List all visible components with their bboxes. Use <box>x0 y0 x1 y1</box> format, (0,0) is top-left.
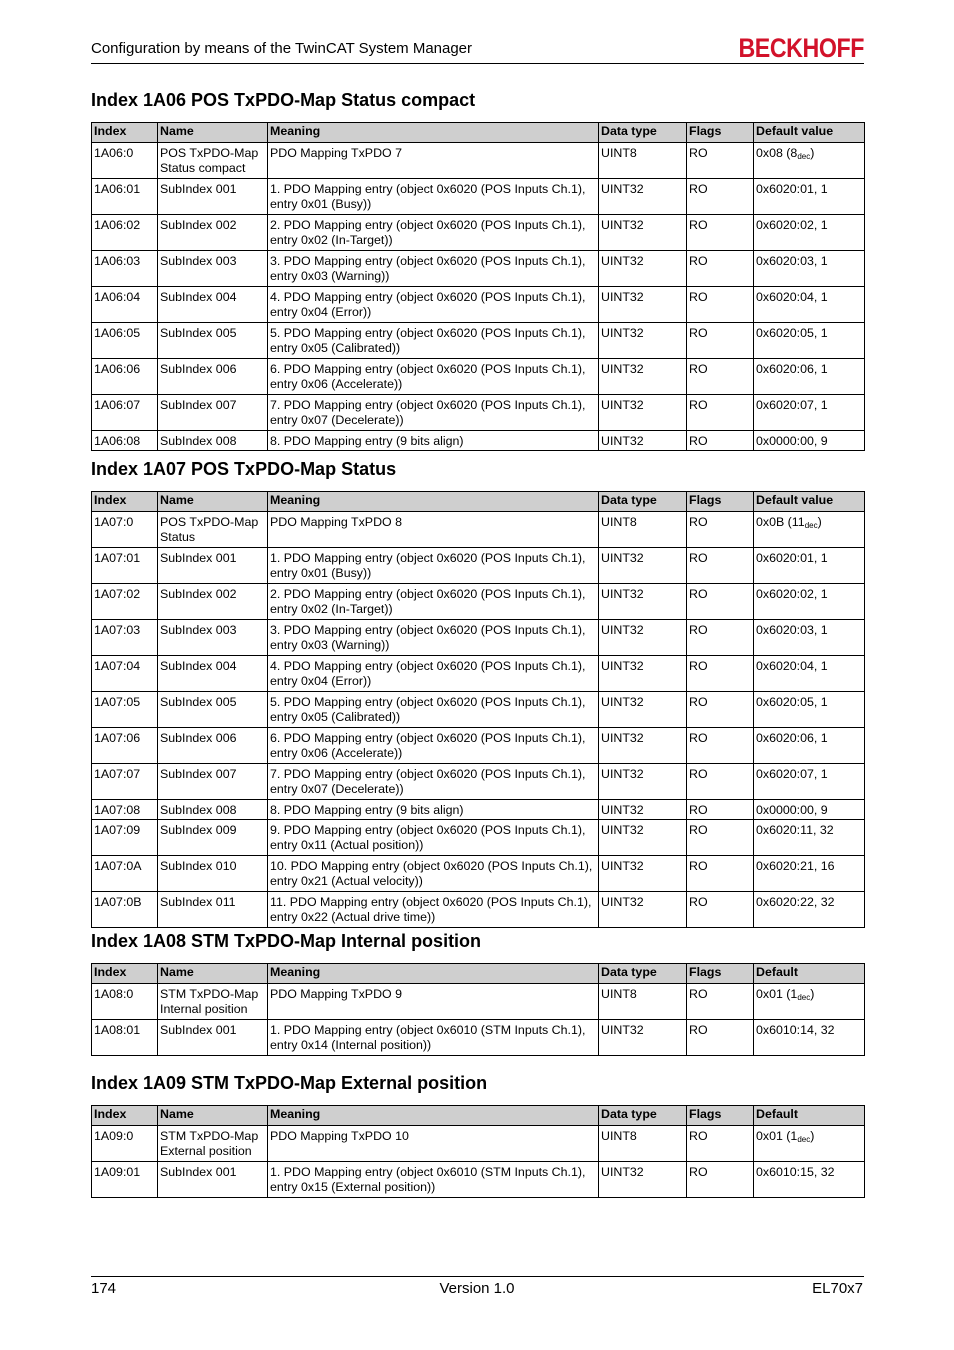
table-row <box>92 984 865 1020</box>
cell-index: 1A06:01 <box>92 179 158 215</box>
cell-index: 1A07:04 <box>92 656 158 692</box>
cell-index: 1A09:01 <box>92 1162 158 1198</box>
cell-flags: RO <box>687 856 754 892</box>
column-header: Index <box>92 492 158 512</box>
cell-meaning: PDO Mapping TxPDO 9 <box>268 984 599 1020</box>
cell-index: 1A07:02 <box>92 584 158 620</box>
table-row <box>92 512 865 548</box>
table-row <box>92 143 865 179</box>
object-table <box>91 1105 865 1198</box>
cell-data-type: UINT32 <box>599 215 687 251</box>
default-value-suffix: ) <box>817 515 822 529</box>
cell-index: 1A06:03 <box>92 251 158 287</box>
cell-default: 0x6020:04, 1 <box>754 656 865 692</box>
cell-index: 1A06:0 <box>92 143 158 179</box>
cell-meaning: 8. PDO Mapping entry (9 bits align) <box>268 800 599 820</box>
cell-default <box>754 143 865 179</box>
cell-data-type: UINT32 <box>599 431 687 451</box>
table-row <box>92 1020 865 1056</box>
cell-meaning: 7. PDO Mapping entry (object 0x6020 (POS Inputs Ch.1), entry 0x07 (Decelerate)) <box>268 395 599 431</box>
cell-data-type: UINT32 <box>599 656 687 692</box>
cell-flags: RO <box>687 359 754 395</box>
table-header-row <box>92 964 865 984</box>
column-header: Flags <box>687 492 754 512</box>
cell-data-type: UINT32 <box>599 548 687 584</box>
cell-data-type: UINT32 <box>599 395 687 431</box>
table-row <box>92 692 865 728</box>
cell-default: 0x6010:14, 32 <box>754 1020 865 1056</box>
default-value-text: 0x01 (1 <box>756 1129 798 1143</box>
cell-default: 0x6020:22, 32 <box>754 892 865 928</box>
table-row <box>92 431 865 451</box>
cell-flags: RO <box>687 548 754 584</box>
cell-index: 1A06:04 <box>92 287 158 323</box>
cell-data-type: UINT32 <box>599 620 687 656</box>
cell-flags: RO <box>687 1126 754 1162</box>
cell-meaning: 1. PDO Mapping entry (object 0x6020 (POS Inputs Ch.1), entry 0x01 (Busy)) <box>268 548 599 584</box>
cell-default: 0x6020:07, 1 <box>754 764 865 800</box>
cell-meaning: 10. PDO Mapping entry (object 0x6020 (POS Inputs Ch.1), entry 0x21 (Actual velocity)) <box>268 856 599 892</box>
cell-data-type: UINT32 <box>599 179 687 215</box>
cell-default: 0x6020:05, 1 <box>754 323 865 359</box>
cell-meaning: 5. PDO Mapping entry (object 0x6020 (POS Inputs Ch.1), entry 0x05 (Calibrated)) <box>268 692 599 728</box>
cell-name: SubIndex 003 <box>158 620 268 656</box>
cell-data-type: UINT32 <box>599 856 687 892</box>
table-row <box>92 620 865 656</box>
column-header: Meaning <box>268 1106 599 1126</box>
cell-default: 0x6020:01, 1 <box>754 179 865 215</box>
cell-default: 0x0000:00, 9 <box>754 431 865 451</box>
cell-data-type: UINT32 <box>599 764 687 800</box>
cell-flags: RO <box>687 143 754 179</box>
table-row <box>92 892 865 928</box>
cell-data-type: UINT32 <box>599 251 687 287</box>
cell-name: SubIndex 008 <box>158 800 268 820</box>
cell-default: 0x6020:11, 32 <box>754 820 865 856</box>
cell-default <box>754 1126 865 1162</box>
cell-name: SubIndex 011 <box>158 892 268 928</box>
cell-default: 0x6020:04, 1 <box>754 287 865 323</box>
cell-default: 0x6020:02, 1 <box>754 215 865 251</box>
cell-name: SubIndex 005 <box>158 692 268 728</box>
cell-meaning: 4. PDO Mapping entry (object 0x6020 (POS Inputs Ch.1), entry 0x04 (Error)) <box>268 287 599 323</box>
cell-name: SubIndex 005 <box>158 323 268 359</box>
column-header: Default value <box>754 123 865 143</box>
cell-index: 1A08:0 <box>92 984 158 1020</box>
column-header: Flags <box>687 1106 754 1126</box>
table-row <box>92 584 865 620</box>
cell-default: 0x6020:06, 1 <box>754 359 865 395</box>
cell-flags: RO <box>687 728 754 764</box>
column-header: Meaning <box>268 964 599 984</box>
column-header: Data type <box>599 492 687 512</box>
default-value-text: 0x01 (1 <box>756 987 798 1001</box>
default-value-suffix: ) <box>810 1129 815 1143</box>
table-row <box>92 359 865 395</box>
cell-flags: RO <box>687 395 754 431</box>
cell-meaning: 2. PDO Mapping entry (object 0x6020 (POS Inputs Ch.1), entry 0x02 (In-Target)) <box>268 215 599 251</box>
cell-index: 1A07:09 <box>92 820 158 856</box>
cell-default: 0x6020:06, 1 <box>754 728 865 764</box>
cell-data-type: UINT32 <box>599 359 687 395</box>
default-value-suffix: ) <box>810 987 815 1001</box>
cell-default: 0x0000:00, 9 <box>754 800 865 820</box>
page-header-title: Configuration by means of the TwinCAT System Manager <box>91 40 473 57</box>
cell-data-type: UINT32 <box>599 892 687 928</box>
cell-index: 1A07:0A <box>92 856 158 892</box>
column-header: Flags <box>687 123 754 143</box>
cell-name: SubIndex 008 <box>158 431 268 451</box>
cell-name: SubIndex 010 <box>158 856 268 892</box>
table-row <box>92 820 865 856</box>
cell-data-type: UINT32 <box>599 584 687 620</box>
cell-index: 1A06:02 <box>92 215 158 251</box>
table-row <box>92 395 865 431</box>
cell-data-type: UINT32 <box>599 1020 687 1056</box>
cell-name: POS TxPDO-Map Status compact <box>158 143 268 179</box>
table-header-row <box>92 492 865 512</box>
cell-name: SubIndex 007 <box>158 764 268 800</box>
cell-index: 1A06:08 <box>92 431 158 451</box>
cell-meaning: 9. PDO Mapping entry (object 0x6020 (POS Inputs Ch.1), entry 0x11 (Actual position)) <box>268 820 599 856</box>
cell-meaning: 2. PDO Mapping entry (object 0x6020 (POS Inputs Ch.1), entry 0x02 (In-Target)) <box>268 584 599 620</box>
cell-data-type: UINT32 <box>599 692 687 728</box>
cell-index: 1A07:05 <box>92 692 158 728</box>
cell-name: SubIndex 001 <box>158 548 268 584</box>
cell-flags: RO <box>687 215 754 251</box>
cell-flags: RO <box>687 656 754 692</box>
cell-index: 1A07:03 <box>92 620 158 656</box>
cell-flags: RO <box>687 584 754 620</box>
column-header: Index <box>92 123 158 143</box>
cell-flags: RO <box>687 179 754 215</box>
cell-index: 1A06:07 <box>92 395 158 431</box>
cell-index: 1A07:0B <box>92 892 158 928</box>
document-version: Version 1.0 <box>439 1280 515 1297</box>
cell-name: SubIndex 006 <box>158 359 268 395</box>
cell-flags: RO <box>687 800 754 820</box>
table-row <box>92 800 865 820</box>
cell-name: SubIndex 001 <box>158 179 268 215</box>
cell-meaning: 7. PDO Mapping entry (object 0x6020 (POS Inputs Ch.1), entry 0x07 (Decelerate)) <box>268 764 599 800</box>
cell-default: 0x6020:01, 1 <box>754 548 865 584</box>
cell-meaning: 6. PDO Mapping entry (object 0x6020 (POS Inputs Ch.1), entry 0x06 (Accelerate)) <box>268 359 599 395</box>
beckhoff-logo: BECKHOFF <box>738 33 864 63</box>
cell-flags: RO <box>687 431 754 451</box>
cell-flags: RO <box>687 764 754 800</box>
cell-default: 0x6020:21, 16 <box>754 856 865 892</box>
table-row <box>92 728 865 764</box>
object-table <box>91 963 865 1056</box>
cell-index: 1A07:07 <box>92 764 158 800</box>
cell-name: POS TxPDO-Map Status <box>158 512 268 548</box>
column-header: Data type <box>599 1106 687 1126</box>
cell-flags: RO <box>687 323 754 359</box>
cell-index: 1A07:06 <box>92 728 158 764</box>
cell-index: 1A07:01 <box>92 548 158 584</box>
footer-rule <box>91 1276 864 1277</box>
cell-flags: RO <box>687 251 754 287</box>
cell-default: 0x6020:07, 1 <box>754 395 865 431</box>
section-heading: Index 1A07 POS TxPDO-Map Status <box>91 459 397 479</box>
cell-default: 0x6020:03, 1 <box>754 251 865 287</box>
cell-index: 1A07:08 <box>92 800 158 820</box>
cell-default <box>754 512 865 548</box>
default-value-base: dec <box>804 521 818 530</box>
default-value-base: dec <box>797 152 811 161</box>
cell-index: 1A06:05 <box>92 323 158 359</box>
default-value-text: 0x0B (11 <box>756 515 805 529</box>
cell-index: 1A09:0 <box>92 1126 158 1162</box>
table-row <box>92 323 865 359</box>
default-value-base: dec <box>797 1135 811 1144</box>
cell-meaning: 11. PDO Mapping entry (object 0x6020 (POS Inputs Ch.1), entry 0x22 (Actual drive time)) <box>268 892 599 928</box>
page-number: 174 <box>91 1280 117 1297</box>
object-table <box>91 491 865 928</box>
section-heading: Index 1A06 POS TxPDO-Map Status compact <box>91 90 476 110</box>
cell-flags: RO <box>687 620 754 656</box>
column-header: Flags <box>687 964 754 984</box>
cell-data-type: UINT32 <box>599 800 687 820</box>
cell-index: 1A06:06 <box>92 359 158 395</box>
table-row <box>92 856 865 892</box>
cell-name: SubIndex 001 <box>158 1162 268 1198</box>
header-rule <box>91 63 864 64</box>
cell-data-type: UINT32 <box>599 287 687 323</box>
column-header: Data type <box>599 123 687 143</box>
cell-name: SubIndex 006 <box>158 728 268 764</box>
default-value-base: dec <box>797 993 811 1002</box>
column-header: Default value <box>754 492 865 512</box>
cell-index: 1A07:0 <box>92 512 158 548</box>
cell-flags: RO <box>687 984 754 1020</box>
column-header: Data type <box>599 964 687 984</box>
cell-meaning: PDO Mapping TxPDO 7 <box>268 143 599 179</box>
column-header: Index <box>92 1106 158 1126</box>
cell-name: SubIndex 001 <box>158 1020 268 1056</box>
column-header: Name <box>158 123 268 143</box>
table-row <box>92 251 865 287</box>
column-header: Default <box>754 964 865 984</box>
table-row <box>92 764 865 800</box>
column-header: Meaning <box>268 492 599 512</box>
cell-name: SubIndex 007 <box>158 395 268 431</box>
default-value-suffix: ) <box>810 146 815 160</box>
cell-meaning: PDO Mapping TxPDO 10 <box>268 1126 599 1162</box>
column-header: Name <box>158 492 268 512</box>
cell-default: 0x6020:03, 1 <box>754 620 865 656</box>
cell-data-type: UINT8 <box>599 512 687 548</box>
table-row <box>92 656 865 692</box>
cell-name: SubIndex 004 <box>158 287 268 323</box>
cell-meaning: 6. PDO Mapping entry (object 0x6020 (POS Inputs Ch.1), entry 0x06 (Accelerate)) <box>268 728 599 764</box>
cell-meaning: 3. PDO Mapping entry (object 0x6020 (POS Inputs Ch.1), entry 0x03 (Warning)) <box>268 251 599 287</box>
cell-flags: RO <box>687 512 754 548</box>
cell-flags: RO <box>687 820 754 856</box>
table-row <box>92 1162 865 1198</box>
cell-index: 1A08:01 <box>92 1020 158 1056</box>
default-value-text: 0x08 (8 <box>756 146 798 160</box>
table-row <box>92 548 865 584</box>
cell-meaning: 1. PDO Mapping entry (object 0x6020 (POS Inputs Ch.1), entry 0x01 (Busy)) <box>268 179 599 215</box>
column-header: Name <box>158 1106 268 1126</box>
table-row <box>92 1126 865 1162</box>
cell-data-type: UINT8 <box>599 1126 687 1162</box>
cell-meaning: 1. PDO Mapping entry (object 0x6010 (STM Inputs Ch.1), entry 0x15 (External position)) <box>268 1162 599 1198</box>
cell-flags: RO <box>687 287 754 323</box>
table-header-row <box>92 1106 865 1126</box>
section-heading: Index 1A08 STM TxPDO-Map Internal position <box>91 931 482 951</box>
column-header: Meaning <box>268 123 599 143</box>
table-row <box>92 179 865 215</box>
cell-name: STM TxPDO-Map External position <box>158 1126 268 1162</box>
cell-meaning: 1. PDO Mapping entry (object 0x6010 (STM Inputs Ch.1), entry 0x14 (Internal position)) <box>268 1020 599 1056</box>
product-name: EL70x7 <box>812 1280 863 1297</box>
cell-name: STM TxPDO-Map Internal position <box>158 984 268 1020</box>
cell-meaning: 5. PDO Mapping entry (object 0x6020 (POS Inputs Ch.1), entry 0x05 (Calibrated)) <box>268 323 599 359</box>
cell-flags: RO <box>687 1020 754 1056</box>
cell-default: 0x6010:15, 32 <box>754 1162 865 1198</box>
cell-meaning: 8. PDO Mapping entry (9 bits align) <box>268 431 599 451</box>
cell-flags: RO <box>687 1162 754 1198</box>
table-row <box>92 287 865 323</box>
cell-data-type: UINT8 <box>599 984 687 1020</box>
cell-meaning: PDO Mapping TxPDO 8 <box>268 512 599 548</box>
cell-flags: RO <box>687 892 754 928</box>
cell-default: 0x6020:02, 1 <box>754 584 865 620</box>
cell-flags: RO <box>687 692 754 728</box>
cell-name: SubIndex 002 <box>158 215 268 251</box>
table-header-row <box>92 123 865 143</box>
cell-data-type: UINT32 <box>599 323 687 359</box>
cell-data-type: UINT32 <box>599 820 687 856</box>
cell-data-type: UINT32 <box>599 728 687 764</box>
column-header: Name <box>158 964 268 984</box>
cell-meaning: 4. PDO Mapping entry (object 0x6020 (POS Inputs Ch.1), entry 0x04 (Error)) <box>268 656 599 692</box>
cell-name: SubIndex 003 <box>158 251 268 287</box>
object-table <box>91 122 865 451</box>
table-row <box>92 215 865 251</box>
column-header: Default <box>754 1106 865 1126</box>
cell-name: SubIndex 002 <box>158 584 268 620</box>
cell-name: SubIndex 004 <box>158 656 268 692</box>
cell-default <box>754 984 865 1020</box>
section-heading: Index 1A09 STM TxPDO-Map External position <box>91 1073 488 1093</box>
cell-name: SubIndex 009 <box>158 820 268 856</box>
cell-meaning: 3. PDO Mapping entry (object 0x6020 (POS Inputs Ch.1), entry 0x03 (Warning)) <box>268 620 599 656</box>
cell-default: 0x6020:05, 1 <box>754 692 865 728</box>
column-header: Index <box>92 964 158 984</box>
cell-data-type: UINT32 <box>599 1162 687 1198</box>
cell-data-type: UINT8 <box>599 143 687 179</box>
